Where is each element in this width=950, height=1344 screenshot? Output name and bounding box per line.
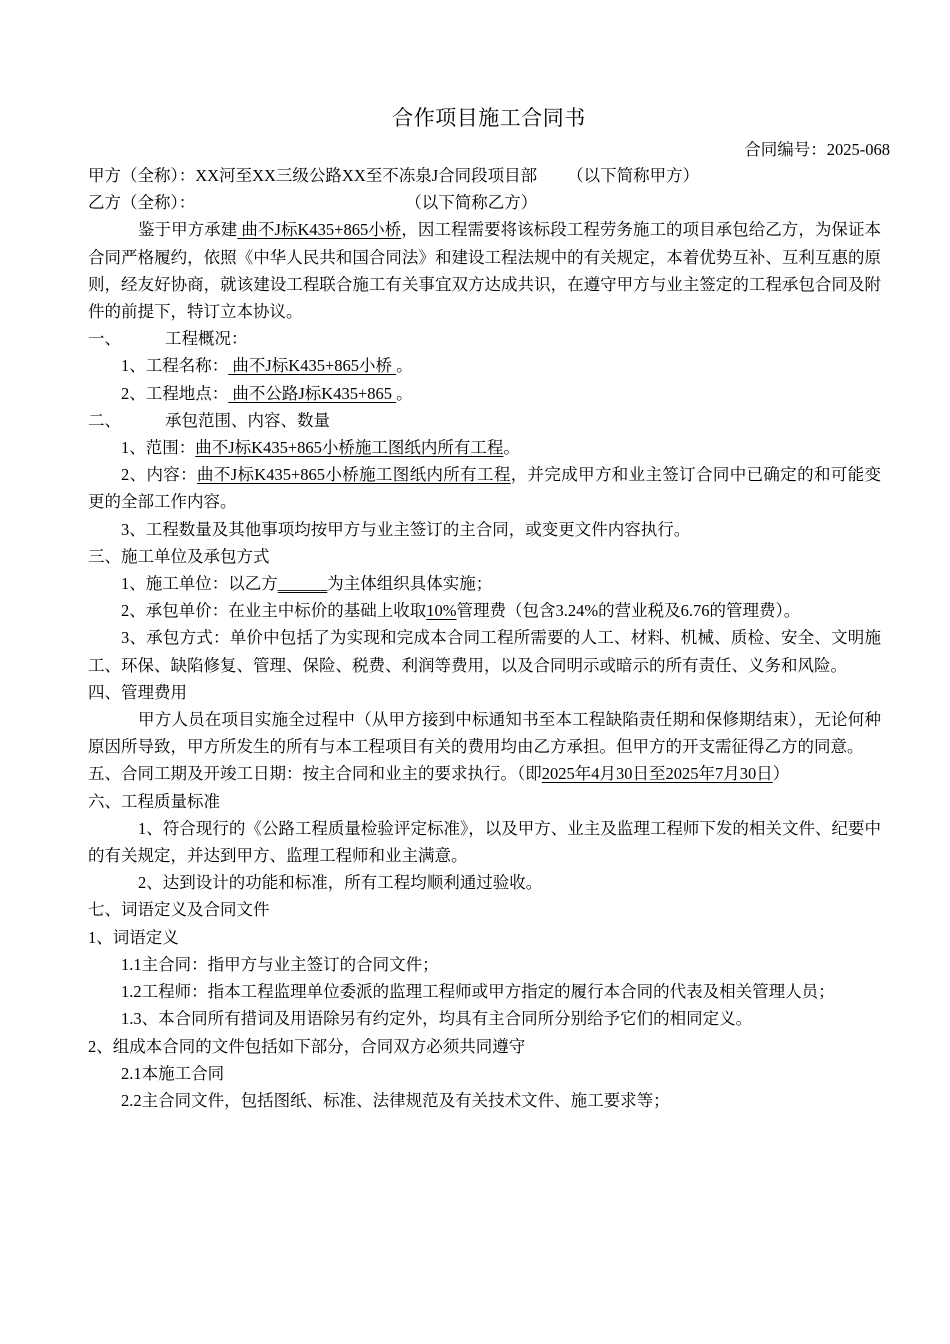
- contract-number: 合同编号：2025-068: [744, 140, 890, 159]
- contract-documents-heading: 2、组成本合同的文件包括如下部分，合同双方必须共同遵守: [88, 1036, 526, 1056]
- project-name-value: 曲不J标K435+865小桥: [228, 356, 397, 376]
- party-a-name: XX河至XX三级公路XX至不冻泉J合同段项目部: [195, 166, 538, 185]
- preamble-text-start: 鉴于甲方承建: [138, 220, 238, 240]
- management-fee-percent: 10%: [426, 601, 457, 621]
- section-6-heading: 六、工程质量标准: [88, 791, 220, 811]
- document-title: 合作项目施工合同书: [392, 106, 586, 130]
- contract-mode-paragraph: 3、承包方式：单价中包括了为实现和完成本合同工程所需要的人工、材料、机械、质检、安全、文明施工、环保、缺陷修复、管理、保险、税费、利润等费用，以及合同明示或暗示的所有责任、义务和风险。: [88, 628, 881, 675]
- party-b-short: （以下简称乙方）: [405, 193, 538, 213]
- section-1-title: 工程概况：: [165, 329, 248, 349]
- section-4-heading: 四、管理费用: [88, 682, 187, 702]
- party-b-label: 乙方（全称）：: [88, 193, 196, 213]
- project-location-label: 2、工程地点：: [121, 383, 229, 403]
- party-a-label: 甲方（全称）：: [88, 166, 196, 185]
- definitions-heading: 1、词语定义: [88, 927, 179, 947]
- preamble-text-rest: ，因工程需要将该标段工程劳务施工的项目承包给乙方，为保证本合同严格履约，依照《中华人民共和国合同法》和建设工程法规中的有关规定，本着优势互补、互利互惠的原则，经友好协商，就该建设工程联合施工有关事宜双方达成共识，在遵守甲方与业主签定的工程承包合同及附件的前提下，特订立本协议。: [88, 220, 882, 322]
- content-rest: ，并完成甲方和业主签订合同中已确定的和可能变更的全部工作内容。: [88, 465, 882, 512]
- project-location-line: [88, 380, 881, 407]
- preamble-project: 曲不J标K435+865小桥: [237, 220, 402, 240]
- schedule-dates: 2025年4月30日至2025年7月30日: [541, 764, 773, 784]
- unit-price-text-end: 管理费（包含3.24%的营业税及6.76的管理费）。: [456, 601, 801, 621]
- construction-unit-text-end: 为主体组织具体实施；: [327, 574, 493, 594]
- section-1-heading: [88, 325, 881, 352]
- quality-item-2: 2、达到设计的功能和标准，所有工程均顺利通过验收。: [138, 873, 543, 893]
- construction-unit-text: 1、施工单位：以乙方: [121, 574, 278, 594]
- content-value: 曲不J标K435+865小桥施工图纸内所有工程: [197, 465, 511, 485]
- definition-1-3: 1.3、本合同所有措词及用语除另有约定外，均具有主合同所分别给予它们的相同定义。: [121, 1009, 753, 1029]
- party-b-line: [88, 189, 881, 216]
- project-name-label: 1、工程名称：: [121, 356, 229, 376]
- definition-1-2: 1.2工程师：指本工程监理单位委派的监理工程师或甲方指定的履行本合同的代表及相关管理人员；: [121, 982, 835, 1002]
- definition-1-1: 1.1主合同：指甲方与业主签订的合同文件；: [121, 954, 439, 974]
- section-2-number: 二、: [88, 410, 121, 430]
- document-body: [88, 162, 881, 1114]
- construction-unit-line: [88, 570, 881, 597]
- section-2-heading: [88, 407, 881, 434]
- document-2-2: 2.2主合同文件，包括图纸、标准、法律规范及有关技术文件、施工要求等；: [121, 1090, 670, 1110]
- project-location-value: 曲不公路J标K435+865: [228, 383, 397, 403]
- party-a-line: [88, 162, 881, 189]
- document-2-1: 2.1本施工合同: [121, 1063, 225, 1083]
- scope-label: 1、范围：: [121, 438, 196, 458]
- preamble-paragraph: [88, 216, 881, 325]
- content-label: 2、内容：: [121, 465, 197, 485]
- section-7-heading: 七、词语定义及合同文件: [88, 900, 270, 920]
- unit-price-text: 2、承包单价：在业主中标价的基础上收取: [121, 601, 427, 621]
- unit-price-paragraph: [88, 597, 881, 624]
- quantity-line: 3、工程数量及其他事项均按甲方与业主签订的主合同，或变更文件内容执行。: [121, 519, 691, 539]
- project-location-end: 。: [396, 383, 413, 403]
- management-cost-paragraph: 甲方人员在项目实施全过程中（从甲方接到中标通知书至本工程缺陷责任期和保修期结束），无论何种原因所导致，甲方所发生的所有与本工程项目有关的费用均由乙方承担。但甲方的开支需征得乙方的同意。: [88, 710, 881, 757]
- section-2-title: 承包范围、内容、数量: [165, 410, 330, 430]
- schedule-text-end: ）: [772, 764, 790, 784]
- content-paragraph: [88, 461, 881, 515]
- schedule-text: 五、合同工期及开竣工日期：按主合同和业主的要求执行。（即: [88, 764, 542, 784]
- project-name-line: [88, 352, 881, 379]
- scope-line: [88, 434, 881, 461]
- party-a-short: （以下简称甲方）: [567, 166, 700, 185]
- construction-unit-blank: ______: [277, 574, 328, 594]
- project-name-end: 。: [396, 356, 413, 376]
- section-1-number: 一、: [88, 329, 121, 349]
- quality-item-1: 1、符合现行的《公路工程质量检验评定标准》，以及甲方、业主及监理工程师下发的相关文件、纪要中的有关规定，并达到甲方、监理工程师和业主满意。: [88, 818, 881, 866]
- section-3-heading: 三、施工单位及承包方式: [88, 546, 270, 566]
- section-5-paragraph: [88, 760, 881, 787]
- scope-end: 。: [503, 438, 520, 458]
- scope-value: 曲不J标K435+865小桥施工图纸内所有工程: [195, 438, 504, 458]
